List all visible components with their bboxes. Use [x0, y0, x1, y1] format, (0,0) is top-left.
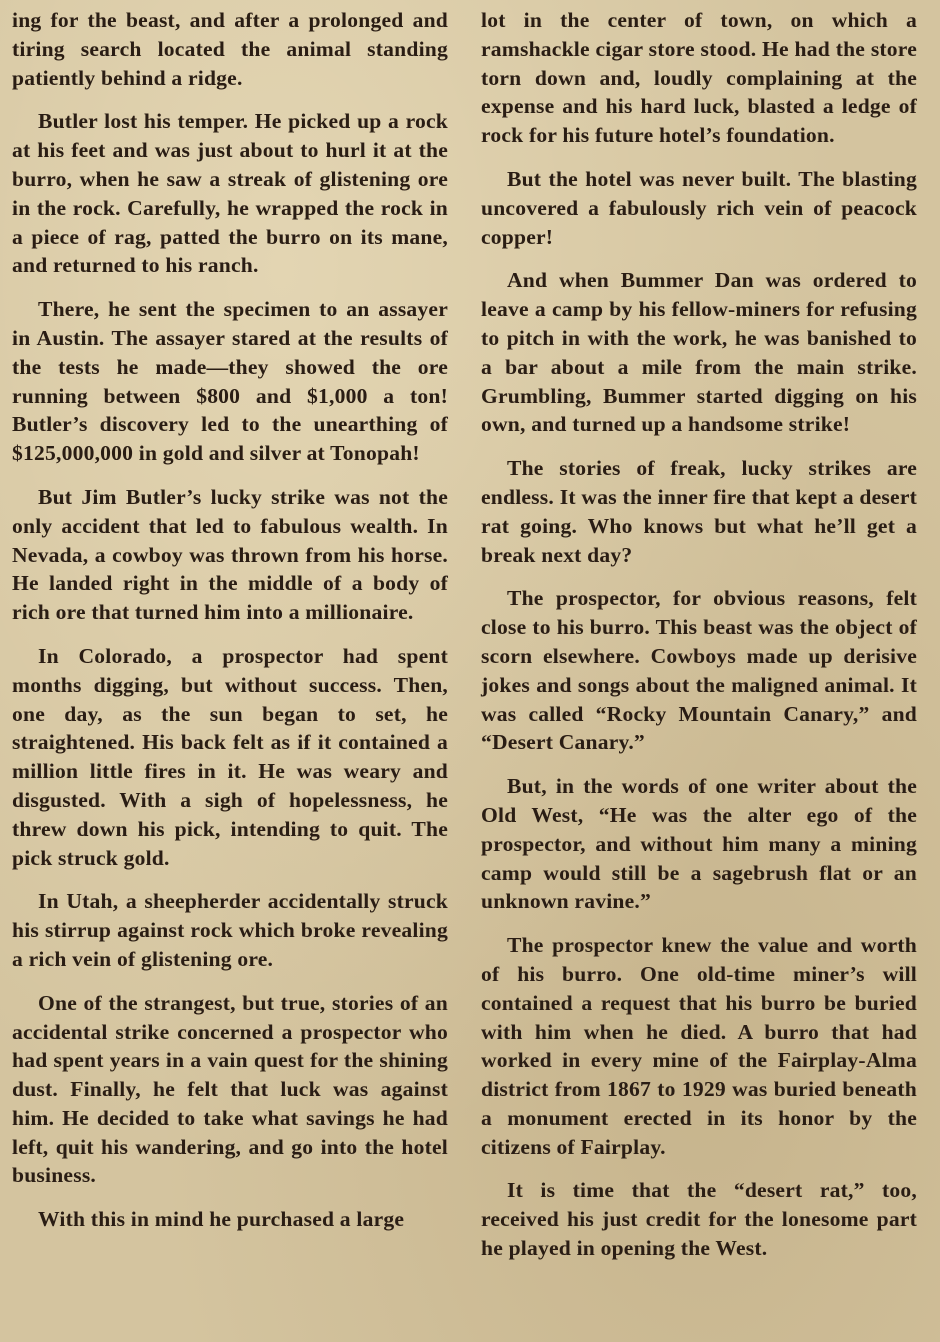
paragraph: The prospector, for obvious reasons, felt close to his burro. This beast was the object of scorn elsewhere. Cowboys made up derisive jokes and songs about the maligned animal. It was called “Rocky Mountain Canary,” and “Desert Canary.” [481, 586, 917, 755]
paragraph: With this in mind he purchased a large [38, 1207, 405, 1232]
paragraph: In Colorado, a prospector had spent months digging, but without success. Then, one day, as the sun began to set, he straightened. His back felt as if it contained a million little fires in it. He was weary and disgusted. With a sigh of hopelessness, he threw down his pick, intending to quit. The pick struck gold. [12, 643, 448, 870]
right-column [481, 6, 917, 1278]
paragraph: The stories of freak, lucky strikes are endless. It was the inner fire that kept a desert rat going. Who knows but what he’ll get a break next day? [481, 456, 917, 567]
paragraph: One of the strangest, but true, stories of an accidental strike concerned a prospector who had spent years in a vain quest for the shining dust. Finally, he felt that luck was against him. He decided to take what savings he had left, quit his wandering, and go into the hotel business. [12, 990, 448, 1188]
paragraph: There, he sent the specimen to an assayer in Austin. The assayer stared at the results of the tests he made—they showed the ore running between $800 and $1,000 a ton! Butler’s discovery led to the unearthing of $125,000,000 in gold and silver at Tonopah! [12, 297, 448, 466]
paragraph: But Jim Butler’s lucky strike was not the only accident that led to fabulous wealth. In Nevada, a cowboy was thrown from his horse. He landed right in the middle of a body of rich ore that turned him into a millionaire. [12, 484, 448, 625]
paragraph: But the hotel was never built. The blasting uncovered a fabulously rich vein of peacock copper! [481, 166, 917, 249]
paragraph: But, in the words of one writer about the Old West, “He was the alter ego of the prospector, and without him many a mining camp would still be a sagebrush flat or an unknown ravine.” [481, 774, 917, 914]
paragraph: And when Bummer Dan was ordered to leave a camp by his fellow-miners for refusing to pitch in with the work, he was banished to a bar about a mile from the main strike. Grumbling, Bummer started digging on his own, and turned up a handsome strike! [481, 268, 917, 437]
left-column [12, 6, 448, 1249]
paragraph: It is time that the “desert rat,” too, received his just credit for the lonesome part he played in opening the West. [481, 1178, 917, 1261]
paragraph: The prospector knew the value and worth of his burro. One old-time miner’s will contained a request that his burro be buried with him when he died. A burro that had worked in every mine of the Fairplay-Alma district from 1867 to 1929 was buried beneath a monument erected in its honor by the citizens of Fairplay. [481, 933, 917, 1159]
paragraph: Butler lost his temper. He picked up a rock at his feet and was just about to hurl it at the burro, when he saw a streak of glistening ore in the rock. Carefully, he wrapped the rock in a piece of rag, patted the burro on its mane, and returned to his ranch. [12, 109, 448, 278]
paragraph: ing for the beast, and after a prolonged and tiring search located the animal standing patiently behind a ridge. [12, 8, 448, 90]
paragraph: lot in the center of town, on which a ramshackle cigar store stood. He had the store torn down and, loudly complaining at the expense and his hard luck, blasted a ledge of rock for his future hotel’s foundation. [481, 8, 917, 148]
paragraph: In Utah, a sheepherder accidentally struck his stirrup against rock which broke revealing a rich vein of glistening ore. [12, 889, 448, 971]
